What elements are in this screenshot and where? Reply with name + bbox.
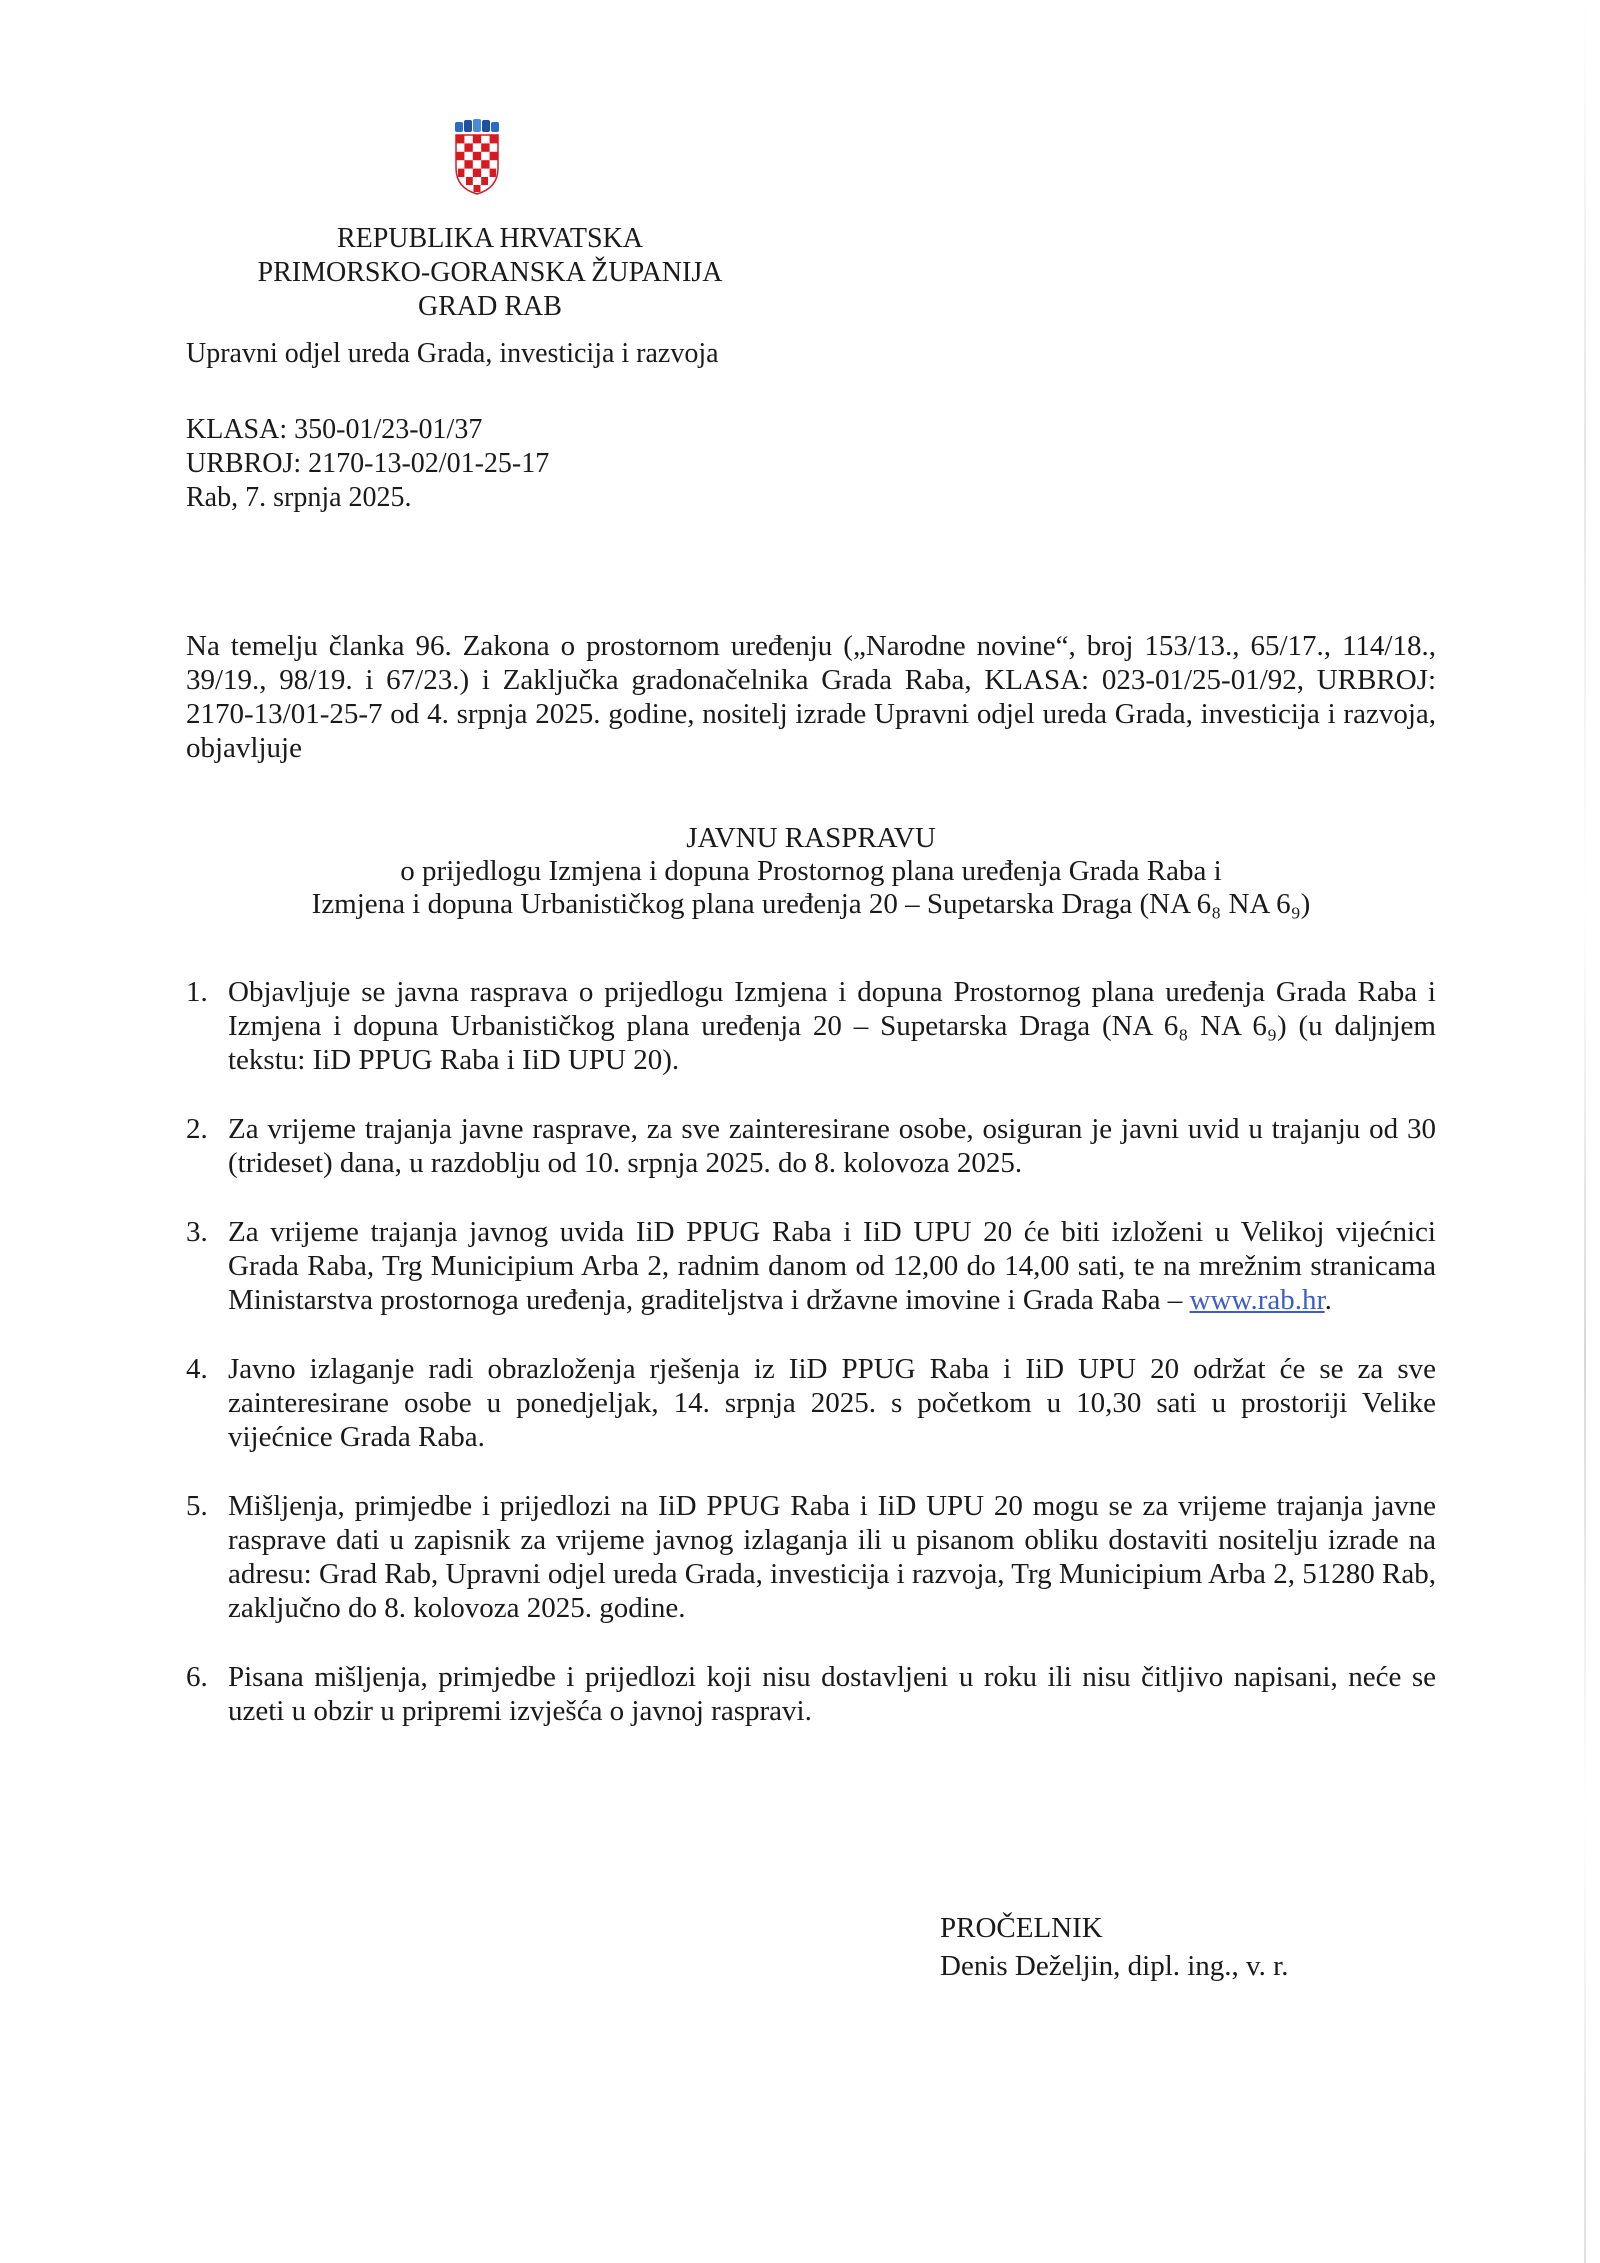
signatory-role: PROČELNIK [940,1912,1103,1944]
scan-edge-divider [1584,0,1586,2263]
list-item-text: Javno izlaganje radi obrazloženja rješenja iz IiD PPUG Raba i IiD UPU 20 održat će se za sve zainteresirane osobe u ponedjeljak, 14. srpnja 2025. s početkom u 10,30 sati u prostoriji Velike vijećnice Grada Raba. [228,1353,1436,1453]
document-meta [186,413,549,515]
list-item [186,1660,1436,1728]
title-line-2: Izmjena i dopuna Urbanističkog plana uređenja 20 – Supetarska Draga (NA 6₈ NA 6₉) [311,888,1311,920]
list-item-number: 6. [186,1661,208,1693]
list-item [186,1112,1436,1180]
country-name: REPUBLIKA HRVATSKA [336,223,644,254]
list-item [186,1215,1436,1317]
coat-crown [455,119,499,132]
list-item [186,1489,1436,1625]
document-title [186,822,1436,921]
website-link[interactable]: www.rab.hr [1189,1284,1325,1316]
list-item-number: 5. [186,1490,208,1522]
klasa-number: KLASA: 350-01/23-01/37 [186,414,483,445]
list-item [186,975,1436,1077]
title-heading: JAVNU RASPRAVU [686,822,936,854]
signature-block [940,1909,1288,1985]
list-item-text: Za vrijeme trajanja javne rasprave, za sve zainteresirane osobe, osiguran je javni uvid u trajanju od 30 (trideset) dana, u razdoblju od 10. srpnja 2025. do 8. kolovoza 2025. [228,1113,1436,1179]
croatian-coat-of-arms-icon [452,118,502,196]
title-line-1: o prijedlogu Izmjena i dopuna Prostornog plana uređenja Grada Raba i [400,855,1222,887]
county-name: PRIMORSKO-GORANSKA ŽUPANIJA [257,257,723,288]
intro-paragraph: Na temelju članka 96. Zakona o prostornom uređenju („Narodne novine“, broj 153/13., 65/17., 114/18., 39/19., 98/19. i 67/23.) i Zaključka gradonačelnika Grada Raba, KLASA: 023-01/25-01/92, URBROJ: 2170-13/01-25-7 od 4. srpnja 2025. godine, nositelj izrade Upravni odjel ureda Grada, investicija i razvoja, objavljuje [186,630,1436,764]
department-name: Upravni odjel ureda Grada, investicija i razvoja [186,338,719,369]
list-item-text: Mišljenja, primjedbe i prijedlozi na IiD PPUG Raba i IiD UPU 20 mogu se za vrijeme trajanja javne rasprave dati u zapisnik za vrijeme javnog izlaganja ili u pisanom obliku dostaviti nositelju izrade na adresu: Grad Rab, Upravni odjel ureda Grada, investicija i razvoja, Trg Municipium Arba 2, 51280 Rab, zaključno do 8. kolovoza 2025. godine. [228,1490,1436,1624]
list-item-text: Za vrijeme trajanja javnog uvida IiD PPUG Raba i IiD UPU 20 će biti izloženi u Velikoj vijećnici Grada Raba, Trg Municipium Arba 2, radnim danom od 12,00 do 14,00 sati, te na mrežnim stranicama Ministarstva prostornoga uređenja, graditeljstva i državne imovine i Grada Raba – [228,1216,1436,1316]
city-name: GRAD RAB [418,291,562,322]
list-item-number: 4. [186,1353,208,1385]
list-item-number: 1. [186,976,208,1008]
list-item-number: 3. [186,1216,208,1248]
issuer-header [180,222,800,324]
numbered-list [186,975,1436,1763]
list-item-number: 2. [186,1113,208,1145]
list-item-text-end: . [1324,1284,1332,1316]
list-item-text: Pisana mišljenja, primjedbe i prijedlozi koji nisu dostavljeni u roku ili nisu čitljivo napisani, neće se uzeti u obzir u pripremi izvješća o javnoj raspravi. [228,1661,1436,1727]
place-date: Rab, 7. srpnja 2025. [186,482,412,513]
urbroj-number: URBROJ: 2170-13-02/01-25-17 [186,448,550,479]
list-item [186,1352,1436,1454]
coat-shield [456,135,498,194]
list-item-text: Objavljuje se javna rasprava o prijedlogu Izmjena i dopuna Prostornog plana uređenja Grada Raba i Izmjena i dopuna Urbanističkog plana uređenja 20 – Supetarska Draga (NA 6₈ NA 6₉) (u daljnjem tekstu: IiD PPUG Raba i IiD UPU 20). [228,976,1436,1076]
signatory-name: Denis Deželjin, dipl. ing., v. r. [940,1950,1289,1982]
